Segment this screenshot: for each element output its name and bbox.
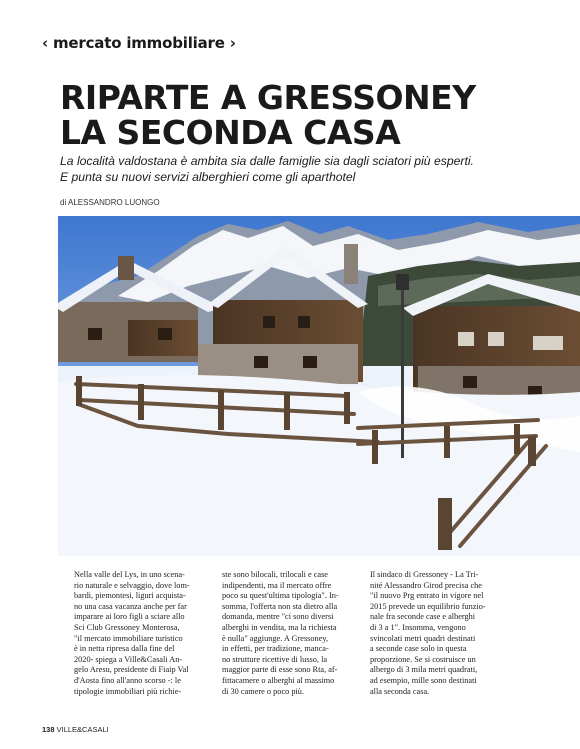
chalet-photo xyxy=(58,216,580,556)
text-line: è in netta ripresa dalla fine del xyxy=(74,644,175,654)
text-line: bardi, piemontesi, liguri acquista- xyxy=(74,591,186,601)
subtitle-line-1: La località valdostana è ambita sia dalle famiglie sia dagli sciatori più esperti. xyxy=(60,154,474,168)
page-number: 138 xyxy=(42,725,55,734)
text-line: "il nuovo Prg entrato in vigore nel xyxy=(370,591,484,601)
text-line: no strutture ricettive di lusso, la xyxy=(222,654,328,664)
text-line: di 30 camere o poco più. xyxy=(222,686,305,696)
text-line: domanda, mentre "ci sono diversi xyxy=(222,612,334,622)
text-line: proporzione. Se si costruisce un xyxy=(370,654,476,664)
article-column-2 xyxy=(222,570,344,697)
text-line: è nulla" aggiunge. A Gressoney, xyxy=(222,633,329,643)
text-line: somma, l'offerta non sta dietro alla xyxy=(222,601,338,611)
page-footer xyxy=(42,725,109,734)
text-line: in effetti, per tradizione, manca- xyxy=(222,644,329,654)
text-line: Nella valle del Lys, in uno scena- xyxy=(74,570,185,579)
text-line: a seconde case solo in questa xyxy=(370,644,467,654)
subtitle xyxy=(60,154,570,185)
text-line: maggior parte di esse sono Rta, af- xyxy=(222,665,338,675)
section-label: ‹ mercato immobiliare › xyxy=(42,34,236,52)
headline-line-2: LA SECONDA CASA xyxy=(60,113,401,152)
text-line: alberghi in vendita, ma la richiesta xyxy=(222,622,337,632)
text-line: imparare ai loro figli a sciare allo xyxy=(74,612,185,622)
text-line: Sci Club Gressoney Monterosa, xyxy=(74,622,180,632)
text-line: fittacamere o alberghi al massimo xyxy=(222,675,335,685)
text-line: "il mercato immobiliare turistico xyxy=(74,633,183,643)
text-line: nité Alessandro Girod precisa che xyxy=(370,580,482,590)
text-line: svincolati metri quadri destinati xyxy=(370,633,476,643)
text-line: 2015 prevede un equilibrio funzio- xyxy=(370,601,486,611)
magazine-name: VILLE&CASALI xyxy=(56,725,109,734)
subtitle-line-2: E punta su nuovi servizi alberghieri come gli aparthotel xyxy=(60,169,356,184)
article-column-1 xyxy=(74,570,196,697)
text-line: albergo di 3 mila metri quadrati, xyxy=(370,665,478,675)
text-line: tipologie immobiliari più richie- xyxy=(74,686,182,696)
text-line: rio naturale e selvaggio, dove lom- xyxy=(74,580,190,590)
text-line: nale fra seconde case e alberghi xyxy=(370,612,476,622)
text-line: d'Aosta fino all'anno scorso -: le xyxy=(74,675,181,685)
text-line: ste sono bilocali, trilocali e case xyxy=(222,570,328,579)
text-line: poco su quest'ultima tipologia". In- xyxy=(222,591,339,601)
article-column-3 xyxy=(370,570,492,697)
headline xyxy=(60,80,560,150)
text-line: indipendenti, ma il mercato offre xyxy=(222,580,332,590)
text-line: ad esempio, mille sono destinati xyxy=(370,675,477,685)
text-line: no una casa vacanza anche per far xyxy=(74,601,187,611)
text-line: alla seconda casa. xyxy=(370,686,430,696)
headline-line-1: RIPARTE A GRESSONEY xyxy=(60,78,476,117)
text-line: gelo Aresu, presidente di Fiaip Val xyxy=(74,665,189,675)
text-line: Il sindaco di Gressoney - La Tri- xyxy=(370,570,479,579)
text-line: 2020- spiega a Ville&Casali An- xyxy=(74,654,183,664)
text-line: di 3 a 1". Insomma, vengono xyxy=(370,622,466,632)
byline: di ALESSANDRO LUONGO xyxy=(60,198,160,207)
